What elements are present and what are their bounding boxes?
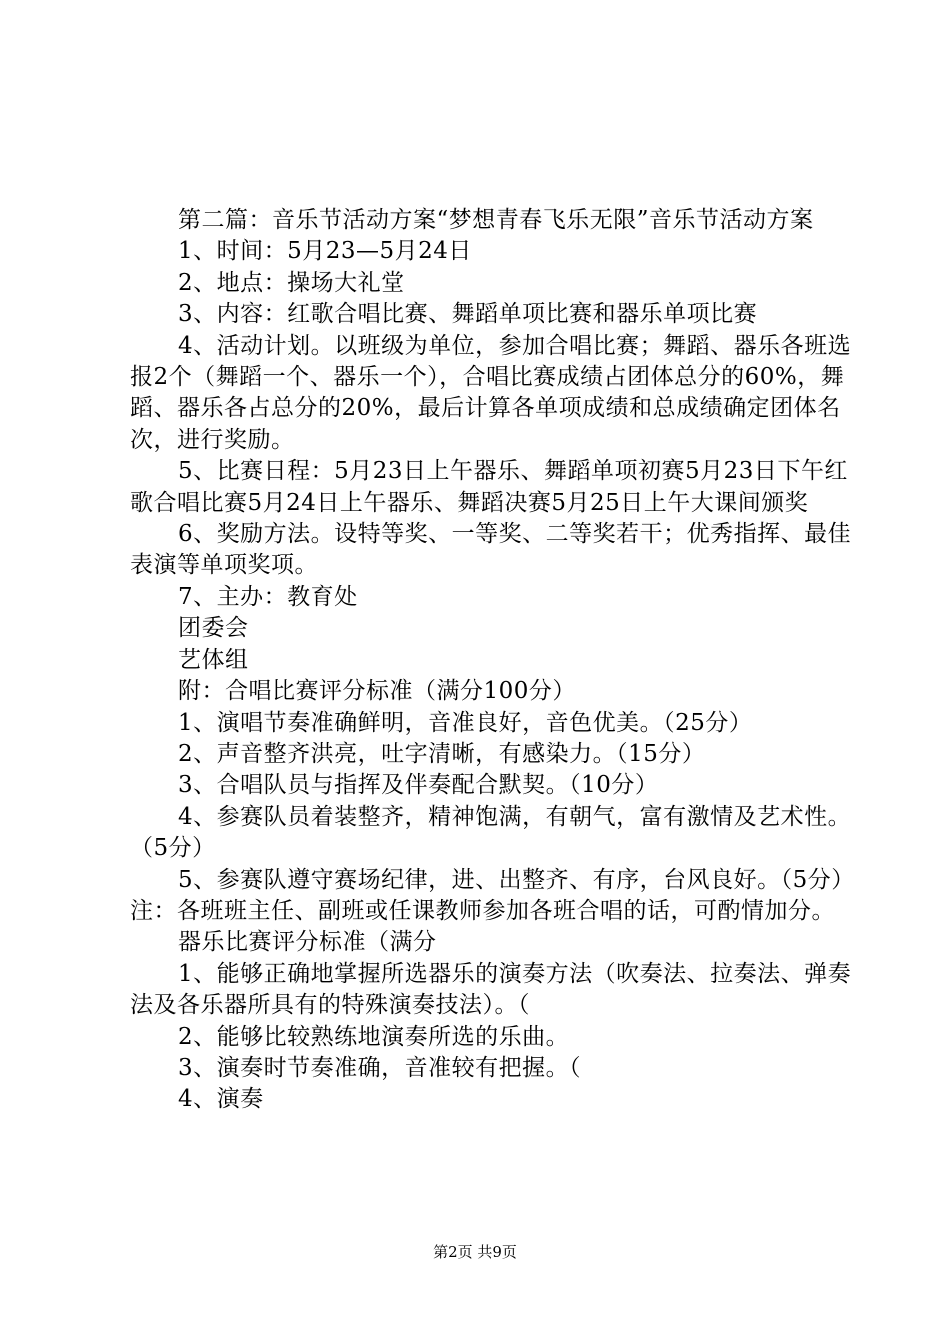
paragraph-criterion-4: 4、参赛队员着装整齐，精神饱满，有朝气，富有激情及艺术性。（5分） (130, 803, 852, 862)
page-number-footer: 第2页 共9页 (433, 1243, 517, 1261)
paragraph-criterion-3: 3、合唱队员与指挥及伴奏配合默契。（10分） (178, 772, 659, 799)
paragraph-criterion-2: 2、声音整齐洪亮，吐字清晰，有感染力。（15分） (178, 740, 706, 767)
paragraph-criterion-1: 1、演唱节奏准确鲜明，音准良好，音色优美。（25分） (178, 709, 753, 736)
paragraph-criterion-5: 5、参赛队遵守赛场纪律，进、出整齐、有序，台风良好。（5分）注：各班班主任、副班或任课教师参加各班合唱的话，可酌情加分。 (130, 866, 844, 924)
section-heading: 第二篇：音乐节活动方案“梦想青春飞乐无限”音乐节活动方案 (178, 207, 814, 233)
paragraph-awards: 6、奖励方法。设特等奖、一等奖、二等奖若干；优秀指挥、最佳表演等单项奖项。 (130, 521, 852, 579)
paragraph-organizer: 7、主办：教育处 (178, 583, 358, 610)
paragraph-instrument-4: 4、演奏 (178, 1086, 264, 1113)
paragraph-content: 3、内容：红歌合唱比赛、舞蹈单项比赛和器乐单项比赛 (178, 301, 758, 328)
paragraph-co-organizer-1: 团委会 (178, 615, 249, 642)
paragraph-time: 1、时间：5月23—5月24日 (178, 238, 472, 265)
paragraph-instrument-2: 2、能够比较熟练地演奏所选的乐曲。 (178, 1023, 570, 1050)
paragraph-plan: 4、活动计划。以班级为单位，参加合唱比赛；舞蹈、器乐各班选报2个（舞蹈一个、器乐一个），合唱比赛成绩占团体总分的60%，舞蹈、器乐各占总分的20%，最后计算各单项成绩和总成绩确定团体名次，进行奖励。 (130, 332, 852, 453)
paragraph-location: 2、地点：操场大礼堂 (178, 269, 405, 296)
paragraph-instrument-1: 1、能够正确地掌握所选器乐的演奏方法（吹奏法、拉奏法、弹奏法及各乐器所具有的特殊演奏技法）。（ (130, 960, 852, 1019)
paragraph-co-organizer-2: 艺体组 (178, 646, 249, 673)
paragraph-appendix-title: 附：合唱比赛评分标准（满分100分） (178, 678, 576, 705)
paragraph-schedule: 5、比赛日程：5月23日上午器乐、舞蹈单项初赛5月23日下午红歌合唱比赛5月24日上午器乐、舞蹈决赛5月25日上午大课间颁奖 (130, 458, 848, 516)
paragraph-instrument-3: 3、演奏时节奏准确，音准较有把握。（ (178, 1054, 582, 1081)
paragraph-instrument-title: 器乐比赛评分标准（满分 (178, 929, 437, 956)
document-body (130, 205, 852, 1116)
